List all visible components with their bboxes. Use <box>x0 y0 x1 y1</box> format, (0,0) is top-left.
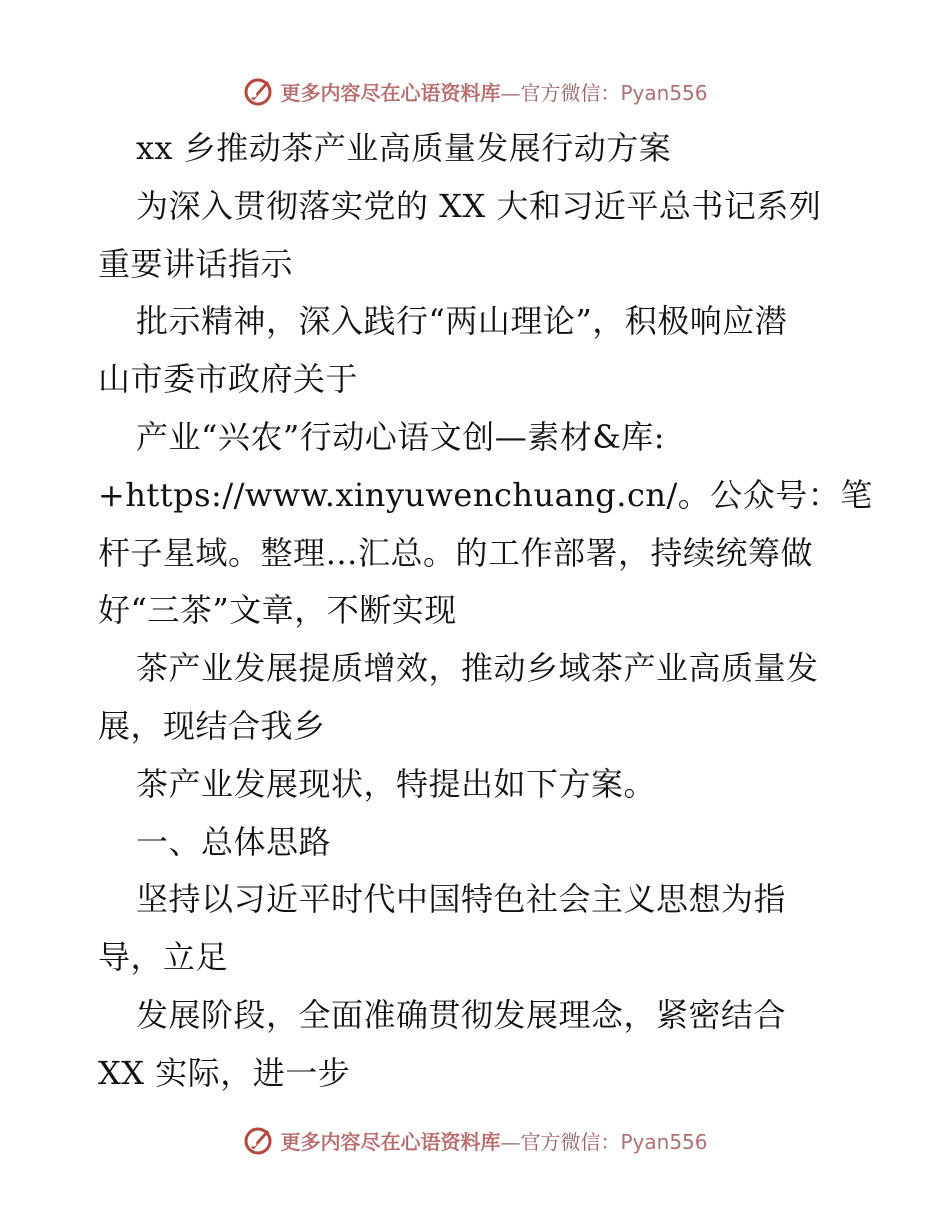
footer-watermark-banner <box>0 1120 950 1160</box>
document-line: 山市委市政府关于 <box>98 360 359 399</box>
watermark-text <box>280 1126 707 1155</box>
document-line: 茶产业发展现状，特提出如下方案。 <box>136 764 657 803</box>
watermark-wechat-label: —官方微信： <box>500 80 621 105</box>
header-watermark-banner <box>0 71 950 111</box>
watermark-wechat-id: Pyan556 <box>620 1129 708 1154</box>
document-line: 发展阶段，全面准确贯彻发展理念，紧密结合 <box>136 995 787 1034</box>
watermark-site-name: 更多内容尽在心语资料库 <box>280 80 501 105</box>
document-line: 导，立足 <box>98 938 229 977</box>
watermark-text <box>280 77 707 106</box>
watermark-wechat-label: —官方微信： <box>500 1129 621 1154</box>
document-line: XX 实际，进一步 <box>98 1053 351 1092</box>
document-line: 杆子星域。整理…汇总。的工作部署，持续统筹做 <box>98 533 814 572</box>
document-line: 产业“兴农”行动心语文创—素材&库: <box>136 417 665 456</box>
document-line: +https://www.xinyuwenchuang.cn/。公众号：笔 <box>98 475 873 514</box>
document-line: 一、总体思路 <box>136 822 332 861</box>
document-body <box>98 120 873 1103</box>
watermark-site-name: 更多内容尽在心语资料库 <box>280 1129 501 1154</box>
document-line: 茶产业发展提质增效，推动乡域茶产业高质量发 <box>136 649 819 688</box>
watermark-wechat-id: Pyan556 <box>620 80 708 105</box>
document-line: 展，现结合我乡 <box>98 706 326 745</box>
quill-pen-logo-icon <box>242 1124 274 1156</box>
document-line: 坚持以习近平时代中国特色社会主义思想为指 <box>136 880 787 919</box>
document-line: 好“三茶”文章，不断实现 <box>98 591 457 630</box>
document-line: 批示精神，深入践行“两山理论”，积极响应潜 <box>136 302 788 341</box>
quill-pen-logo-icon <box>242 75 274 107</box>
document-line: 重要讲话指示 <box>98 244 294 283</box>
document-line: 为深入贯彻落实党的 XX 大和习近平总书记系列 <box>136 186 822 225</box>
document-line: xx 乡推动茶产业高质量发展行动方案 <box>136 129 672 167</box>
